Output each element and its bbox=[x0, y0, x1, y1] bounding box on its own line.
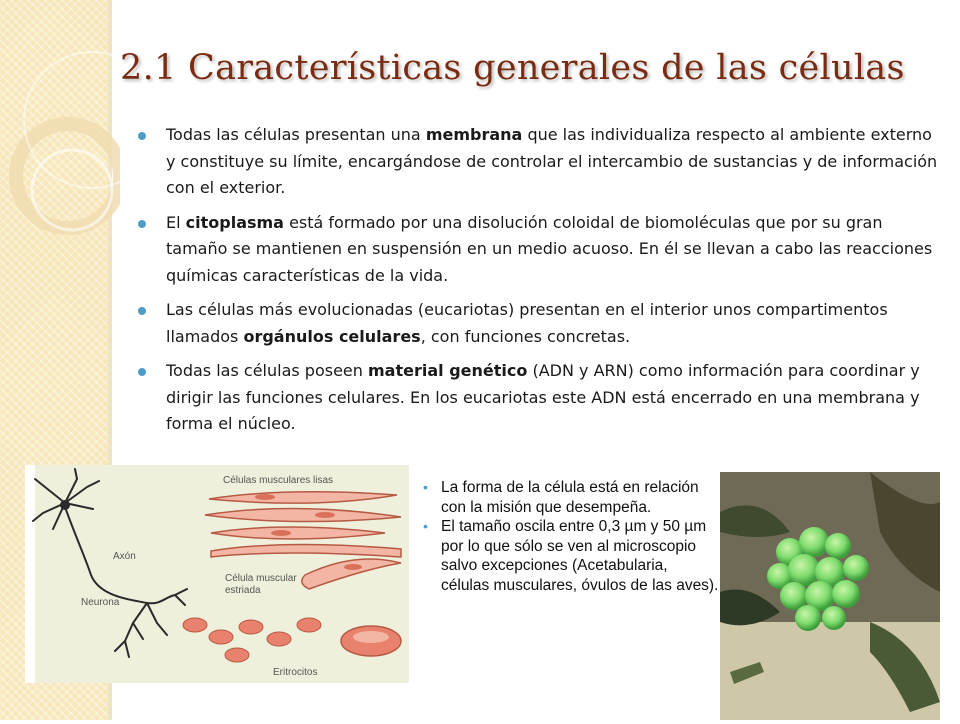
bullet-text: Las células más evolucionadas (eucariotas) presentan en el interior unos compartimentos llamados bbox=[166, 300, 888, 346]
figure-label-striated-1: Célula muscular bbox=[225, 573, 297, 584]
bullet-keyword: citoplasma bbox=[185, 212, 284, 232]
cell-types-figure bbox=[25, 465, 409, 683]
bullet-item bbox=[138, 210, 938, 290]
bullet-text: , con funciones concretas. bbox=[420, 326, 631, 346]
decorative-circles bbox=[0, 0, 120, 260]
neuron-soma bbox=[60, 500, 70, 510]
algae-photo bbox=[720, 472, 940, 720]
side-note-item: • El tamaño oscila entre 0,3 µm y 50 µm por lo que sólo se ven al microscopio salvo excepciones (Acetabularia, células musculares, óvulos de las aves). bbox=[423, 517, 719, 595]
bullet-item bbox=[138, 358, 938, 438]
side-note-item: • La forma de la célula está en relación con la misión que desempeña. bbox=[423, 478, 719, 517]
bullet-text: El bbox=[166, 212, 186, 232]
bullet-keyword: membrana bbox=[425, 125, 523, 144]
bullet-text: Todas las células poseen bbox=[166, 361, 368, 380]
bullet-item bbox=[138, 297, 938, 350]
side-note-list bbox=[423, 478, 719, 595]
smooth-muscle-drawing bbox=[205, 492, 401, 539]
figure-label-striated-2: estriada bbox=[225, 585, 261, 596]
cell-types-illustration bbox=[25, 465, 409, 683]
slide-title: 2.1 Características generales de las células bbox=[120, 48, 905, 88]
bullet-text: que las individualiza respecto al ambiente externo y constituye su límite, encargándose de controlar el intercambio de sustancias y de información con el exterior. bbox=[166, 125, 938, 197]
bullet-keyword: material genético bbox=[368, 361, 528, 380]
figure-label-smooth-muscle: Células musculares lisas bbox=[223, 475, 334, 486]
figure-label-erythrocytes: Eritrocitos bbox=[273, 667, 318, 678]
algae-photo-drawing bbox=[720, 472, 940, 720]
bullet-keyword: orgánulos celulares bbox=[243, 326, 421, 346]
bullet-text: (ADN y ARN) como información para coordinar y dirigir las funciones celulares. En los eucariotas este ADN está encerrado en una membrana y forma el núcleo. bbox=[166, 361, 920, 433]
bullet-text: Todas las células presentan una bbox=[166, 125, 426, 144]
bullet-item bbox=[138, 122, 938, 202]
figure-label-neuron: Neurona bbox=[81, 597, 120, 608]
bullet-text: está formado por una disolución coloidal de biomoléculas que por su gran tamaño se mantienen en suspensión en un medio acuoso. En él se llevan a cabo las reacciones químicas características de la vida. bbox=[166, 212, 933, 285]
bullet-list bbox=[138, 122, 938, 446]
figure-label-axon: Axón bbox=[113, 551, 136, 562]
